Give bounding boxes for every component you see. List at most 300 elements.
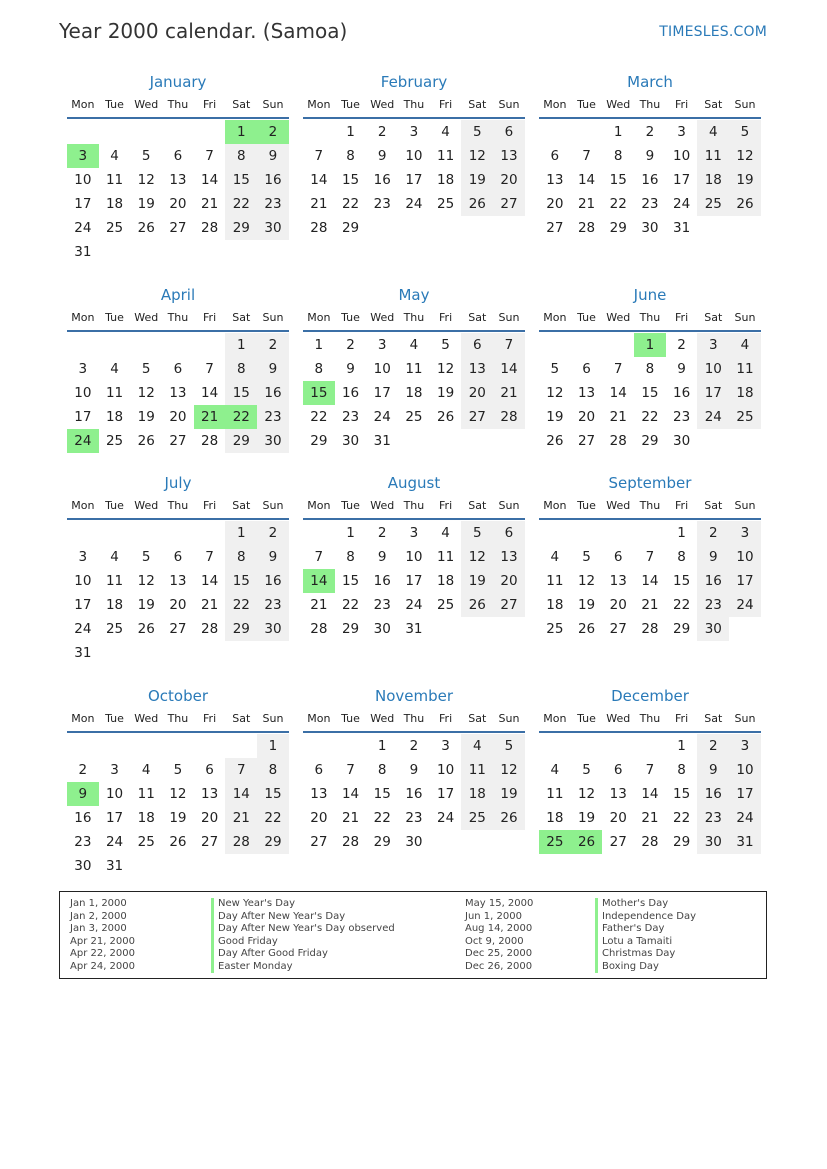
day-cell: 2 — [645, 124, 655, 140]
day-cell: 30 — [373, 621, 391, 637]
holiday-day-cell: 9 — [67, 782, 99, 806]
day-cell: 4 — [110, 549, 119, 565]
month-december — [539, 686, 761, 854]
day-cell: 20 — [169, 409, 187, 425]
day-cell: 28 — [201, 220, 219, 236]
day-cell: 19 — [493, 782, 525, 806]
day-cell: 27 — [493, 192, 525, 216]
day-cell: 18 — [405, 385, 423, 401]
month-september — [539, 473, 761, 641]
day-cell: 30 — [257, 216, 289, 240]
weekday-label: Tue — [105, 712, 124, 725]
day-cell: 16 — [641, 172, 659, 188]
day-cell: 25 — [137, 834, 155, 850]
day-cell: 13 — [493, 545, 525, 569]
day-cell: 4 — [461, 734, 493, 758]
day-cell: 31 — [74, 244, 92, 260]
empty-cell — [571, 120, 603, 144]
day-cell: 9 — [377, 148, 387, 164]
day-cell: 18 — [546, 597, 564, 613]
day-cell: 3 — [441, 738, 450, 754]
day-cell: 16 — [405, 786, 423, 802]
day-cell: 31 — [729, 830, 761, 854]
day-cell: 7 — [645, 762, 655, 778]
day-cell: 10 — [105, 786, 124, 802]
day-cell: 1 — [613, 124, 623, 140]
day-cell: 27 — [546, 220, 564, 236]
empty-cell — [461, 429, 493, 453]
weekday-label: Thu — [403, 499, 425, 512]
legend-entry: Lotu a Tamaiti — [595, 936, 696, 949]
day-cell: 17 — [405, 172, 423, 188]
legend-entry: Day After Good Friday — [211, 948, 395, 961]
day-cell: 16 — [373, 573, 391, 589]
day-cell: 1 — [346, 124, 355, 140]
day-cell: 9 — [697, 758, 729, 782]
day-cell: 14 — [609, 385, 627, 401]
day-cell: 5 — [582, 549, 591, 565]
day-cell: 17 — [74, 196, 92, 212]
weekday-label: Wed — [134, 712, 159, 725]
empty-cell — [130, 240, 162, 264]
day-cell: 14 — [201, 172, 219, 188]
month-name: November — [374, 687, 454, 705]
day-cell: 19 — [577, 597, 596, 613]
day-cell: 22 — [225, 192, 257, 216]
day-cell: 20 — [609, 597, 627, 613]
legend-names-left — [211, 898, 395, 973]
day-cell: 20 — [546, 196, 564, 212]
day-cell: 22 — [673, 810, 691, 826]
day-cell: 12 — [461, 545, 493, 569]
weekday-label: Sat — [704, 311, 723, 324]
weekday-label: Thu — [403, 98, 425, 111]
empty-cell — [99, 333, 131, 357]
empty-cell — [194, 120, 226, 144]
empty-cell — [430, 830, 462, 854]
day-cell: 17 — [74, 597, 92, 613]
month-name: May — [398, 286, 430, 304]
day-cell: 10 — [673, 148, 691, 164]
day-cell: 5 — [582, 762, 591, 778]
empty-cell — [257, 641, 289, 665]
weekday-header — [539, 710, 761, 728]
day-cell: 18 — [729, 381, 761, 405]
day-cell: 9 — [257, 545, 289, 569]
weekday-label: Wed — [134, 311, 159, 324]
day-cell: 9 — [346, 361, 355, 377]
day-cell: 5 — [729, 120, 761, 144]
day-cell: 7 — [346, 762, 355, 778]
day-cell: 17 — [673, 172, 691, 188]
weekday-header — [539, 309, 761, 327]
day-cell: 21 — [310, 597, 328, 613]
day-cell: 3 — [78, 549, 88, 565]
day-cell: 27 — [493, 593, 525, 617]
day-cell: 29 — [373, 834, 391, 850]
weekday-label: Mon — [71, 712, 95, 725]
empty-cell — [67, 734, 99, 758]
legend-entry: Day After New Year's Day — [211, 911, 395, 924]
legend-entry: Jan 3, 2000 — [70, 923, 127, 934]
day-cell: 23 — [673, 409, 691, 425]
weekday-header — [303, 497, 525, 515]
day-cell: 11 — [405, 361, 423, 377]
day-cell: 27 — [169, 621, 187, 637]
weekday-label: Sun — [498, 311, 520, 324]
day-cell: 12 — [729, 144, 761, 168]
day-cell: 2 — [257, 333, 289, 357]
day-cell: 13 — [609, 573, 627, 589]
day-cell: 15 — [341, 172, 360, 188]
day-cell: 8 — [225, 545, 257, 569]
day-cell: 26 — [493, 806, 525, 830]
day-cell: 29 — [225, 216, 257, 240]
day-cell: 24 — [729, 806, 761, 830]
empty-cell — [130, 734, 162, 758]
weekday-label: Mon — [307, 499, 331, 512]
day-cell: 13 — [169, 172, 187, 188]
weekday-label: Wed — [370, 311, 395, 324]
day-cell: 2 — [346, 337, 355, 353]
day-cell: 16 — [74, 810, 92, 826]
day-cell: 11 — [105, 172, 124, 188]
month-name: March — [627, 73, 673, 91]
weekday-header — [539, 96, 761, 114]
day-cell: 27 — [577, 433, 596, 449]
day-cell: 31 — [105, 858, 124, 874]
day-cell: 22 — [341, 196, 360, 212]
day-cell: 11 — [437, 148, 455, 164]
day-cell: 8 — [346, 148, 355, 164]
month-march — [539, 72, 761, 240]
legend-entry: Oct 9, 2000 — [465, 935, 524, 947]
day-cell: 2 — [677, 337, 686, 353]
day-cell: 12 — [577, 786, 596, 802]
day-grid — [539, 120, 761, 240]
day-cell: 20 — [609, 810, 627, 826]
day-cell: 27 — [609, 621, 627, 637]
empty-cell — [67, 120, 99, 144]
empty-cell — [729, 617, 761, 641]
weekday-header — [539, 497, 761, 515]
header-divider — [539, 330, 761, 332]
day-cell: 31 — [373, 433, 391, 449]
day-cell: 10 — [729, 758, 761, 782]
day-cell: 23 — [373, 196, 391, 212]
day-cell: 25 — [105, 220, 124, 236]
day-cell: 26 — [169, 834, 187, 850]
day-cell: 7 — [205, 361, 214, 377]
day-cell: 24 — [697, 405, 729, 429]
day-cell: 14 — [577, 172, 596, 188]
weekday-label: Thu — [639, 499, 661, 512]
empty-cell — [225, 854, 257, 878]
weekday-label: Sun — [498, 712, 520, 725]
header-divider — [303, 117, 525, 119]
empty-cell — [99, 120, 131, 144]
day-cell: 9 — [677, 361, 686, 377]
day-cell: 5 — [141, 361, 151, 377]
day-cell: 24 — [405, 597, 423, 613]
day-cell: 7 — [613, 361, 623, 377]
weekday-label: Sun — [734, 311, 756, 324]
day-cell: 7 — [493, 333, 525, 357]
empty-cell — [366, 216, 398, 240]
month-february — [303, 72, 525, 240]
weekday-label: Sat — [704, 712, 723, 725]
day-cell: 13 — [310, 786, 328, 802]
day-cell: 30 — [257, 617, 289, 641]
day-cell: 4 — [441, 525, 450, 541]
day-cell: 28 — [201, 433, 219, 449]
weekday-label: Sun — [498, 98, 520, 111]
weekday-label: Wed — [134, 499, 159, 512]
page-title: Year 2000 calendar. (Samoa) — [59, 19, 348, 43]
day-cell: 6 — [173, 148, 183, 164]
day-cell: 13 — [493, 144, 525, 168]
legend-entry: Apr 21, 2000 — [70, 935, 136, 947]
day-cell: 7 — [225, 758, 257, 782]
day-cell: 25 — [461, 806, 493, 830]
day-cell: 22 — [373, 810, 391, 826]
empty-cell — [162, 521, 194, 545]
day-cell: 18 — [546, 810, 564, 826]
day-cell: 15 — [225, 168, 257, 192]
day-cell: 5 — [461, 120, 493, 144]
header-divider — [67, 731, 289, 733]
day-cell: 19 — [577, 810, 596, 826]
weekday-label: Mon — [307, 712, 331, 725]
weekday-label: Sun — [734, 98, 756, 111]
day-cell: 18 — [105, 196, 124, 212]
legend-entry: Father's Day — [595, 923, 696, 936]
empty-cell — [697, 429, 729, 453]
empty-cell — [571, 333, 603, 357]
legend-entry: Dec 25, 2000 — [465, 948, 533, 959]
day-cell: 3 — [729, 521, 761, 545]
day-cell: 15 — [257, 782, 289, 806]
day-grid — [67, 120, 289, 264]
day-cell: 11 — [546, 786, 564, 802]
day-cell: 10 — [405, 549, 423, 565]
day-cell: 28 — [641, 834, 659, 850]
day-cell: 11 — [697, 144, 729, 168]
weekday-label: Wed — [606, 712, 631, 725]
day-cell: 21 — [201, 597, 219, 613]
weekday-label: Tue — [577, 311, 596, 324]
empty-cell — [257, 240, 289, 264]
month-january — [67, 72, 289, 264]
day-cell: 16 — [257, 569, 289, 593]
day-cell: 6 — [493, 120, 525, 144]
header-divider — [539, 731, 761, 733]
empty-cell — [729, 216, 761, 240]
day-cell: 31 — [74, 645, 92, 661]
day-cell: 27 — [310, 834, 328, 850]
weekday-label: Fri — [203, 98, 217, 111]
day-cell: 2 — [377, 124, 387, 140]
day-cell: 28 — [310, 621, 328, 637]
day-cell: 15 — [225, 381, 257, 405]
holiday-day-cell: 22 — [225, 405, 257, 429]
day-cell: 28 — [609, 433, 627, 449]
legend-entry: Dec 26, 2000 — [465, 960, 533, 972]
day-cell: 10 — [74, 385, 92, 401]
holiday-day-cell: 15 — [303, 381, 335, 405]
weekday-label: Fri — [675, 311, 689, 324]
day-cell: 19 — [169, 810, 187, 826]
day-cell: 26 — [461, 192, 493, 216]
weekday-label: Mon — [543, 98, 567, 111]
empty-cell — [194, 641, 226, 665]
empty-cell — [461, 830, 493, 854]
day-cell: 7 — [314, 549, 324, 565]
day-cell: 21 — [341, 810, 360, 826]
empty-cell — [461, 216, 493, 240]
empty-cell — [99, 734, 131, 758]
holiday-day-cell: 3 — [67, 144, 99, 168]
day-cell: 3 — [697, 333, 729, 357]
day-cell: 11 — [437, 549, 455, 565]
day-cell: 23 — [341, 409, 360, 425]
weekday-label: Tue — [341, 499, 360, 512]
day-cell: 29 — [310, 433, 328, 449]
day-cell: 21 — [641, 597, 659, 613]
legend-entry: May 15, 2000 — [465, 898, 534, 909]
day-cell: 29 — [225, 429, 257, 453]
header-divider — [67, 518, 289, 520]
legend-entry: Apr 22, 2000 — [70, 948, 136, 959]
header-divider — [539, 117, 761, 119]
month-may — [303, 285, 525, 453]
empty-cell — [303, 521, 335, 545]
day-cell: 29 — [257, 830, 289, 854]
weekday-label: Fri — [439, 98, 453, 111]
day-cell: 13 — [609, 786, 627, 802]
day-cell: 17 — [373, 385, 391, 401]
day-cell: 29 — [673, 621, 691, 637]
legend-entry: Apr 24, 2000 — [70, 960, 136, 972]
empty-cell — [67, 333, 99, 357]
day-cell: 28 — [641, 621, 659, 637]
empty-cell — [257, 854, 289, 878]
day-cell: 10 — [405, 148, 423, 164]
day-cell: 19 — [546, 409, 564, 425]
day-cell: 29 — [673, 834, 691, 850]
day-cell: 6 — [613, 549, 623, 565]
holiday-day-cell: 21 — [194, 405, 226, 429]
day-cell: 19 — [437, 385, 455, 401]
day-cell: 1 — [677, 525, 686, 541]
day-cell: 19 — [137, 597, 155, 613]
day-cell: 21 — [641, 810, 659, 826]
day-cell: 14 — [641, 573, 659, 589]
holiday-day-cell: 25 — [539, 830, 571, 854]
day-cell: 30 — [673, 433, 691, 449]
day-cell: 4 — [550, 549, 560, 565]
weekday-label: Wed — [606, 499, 631, 512]
day-cell: 19 — [461, 168, 493, 192]
day-cell: 26 — [461, 593, 493, 617]
day-cell: 7 — [205, 148, 214, 164]
weekday-label: Sun — [262, 499, 284, 512]
day-cell: 21 — [609, 409, 627, 425]
header-divider — [303, 731, 525, 733]
day-cell: 10 — [697, 357, 729, 381]
empty-cell — [697, 216, 729, 240]
month-october — [67, 686, 289, 878]
day-cell: 21 — [577, 196, 596, 212]
day-cell: 28 — [577, 220, 596, 236]
day-cell: 28 — [341, 834, 360, 850]
day-cell: 18 — [105, 409, 124, 425]
day-cell: 23 — [405, 810, 423, 826]
day-cell: 3 — [409, 525, 419, 541]
weekday-header — [303, 309, 525, 327]
day-cell: 5 — [493, 734, 525, 758]
day-cell: 3 — [677, 124, 686, 140]
month-name: January — [149, 73, 207, 91]
day-cell: 16 — [373, 172, 391, 188]
weekday-label: Sun — [734, 499, 756, 512]
legend-entry: Easter Monday — [211, 961, 395, 974]
weekday-label: Sun — [734, 712, 756, 725]
weekday-label: Mon — [307, 98, 331, 111]
day-cell: 25 — [405, 409, 423, 425]
empty-cell — [602, 521, 634, 545]
day-cell: 6 — [613, 762, 623, 778]
day-cell: 23 — [74, 834, 92, 850]
empty-cell — [602, 333, 634, 357]
month-april — [67, 285, 289, 453]
day-cell: 21 — [310, 196, 328, 212]
day-cell: 17 — [74, 409, 92, 425]
day-cell: 8 — [677, 762, 686, 778]
weekday-label: Wed — [370, 499, 395, 512]
day-cell: 22 — [225, 593, 257, 617]
weekday-label: Mon — [307, 311, 331, 324]
weekday-label: Tue — [577, 712, 596, 725]
empty-cell — [539, 333, 571, 357]
day-cell: 17 — [105, 810, 124, 826]
day-cell: 27 — [201, 834, 219, 850]
day-cell: 14 — [310, 172, 328, 188]
day-cell: 5 — [461, 521, 493, 545]
weekday-label: Tue — [105, 98, 124, 111]
day-cell: 6 — [461, 333, 493, 357]
day-cell: 11 — [729, 357, 761, 381]
brand-link[interactable]: TIMESLES.COM — [659, 24, 767, 40]
weekday-label: Tue — [341, 712, 360, 725]
weekday-label: Mon — [71, 311, 95, 324]
day-cell: 18 — [697, 168, 729, 192]
legend-names-right — [595, 898, 696, 973]
day-cell: 5 — [141, 148, 151, 164]
day-cell: 12 — [461, 144, 493, 168]
day-cell: 7 — [205, 549, 214, 565]
day-cell: 17 — [729, 569, 761, 593]
day-cell: 23 — [257, 192, 289, 216]
weekday-label: Thu — [167, 311, 189, 324]
weekday-label: Tue — [577, 98, 596, 111]
weekday-label: Wed — [606, 98, 631, 111]
empty-cell — [571, 734, 603, 758]
empty-cell — [430, 429, 462, 453]
day-cell: 29 — [609, 220, 627, 236]
empty-cell — [634, 734, 666, 758]
weekday-label: Mon — [543, 499, 567, 512]
